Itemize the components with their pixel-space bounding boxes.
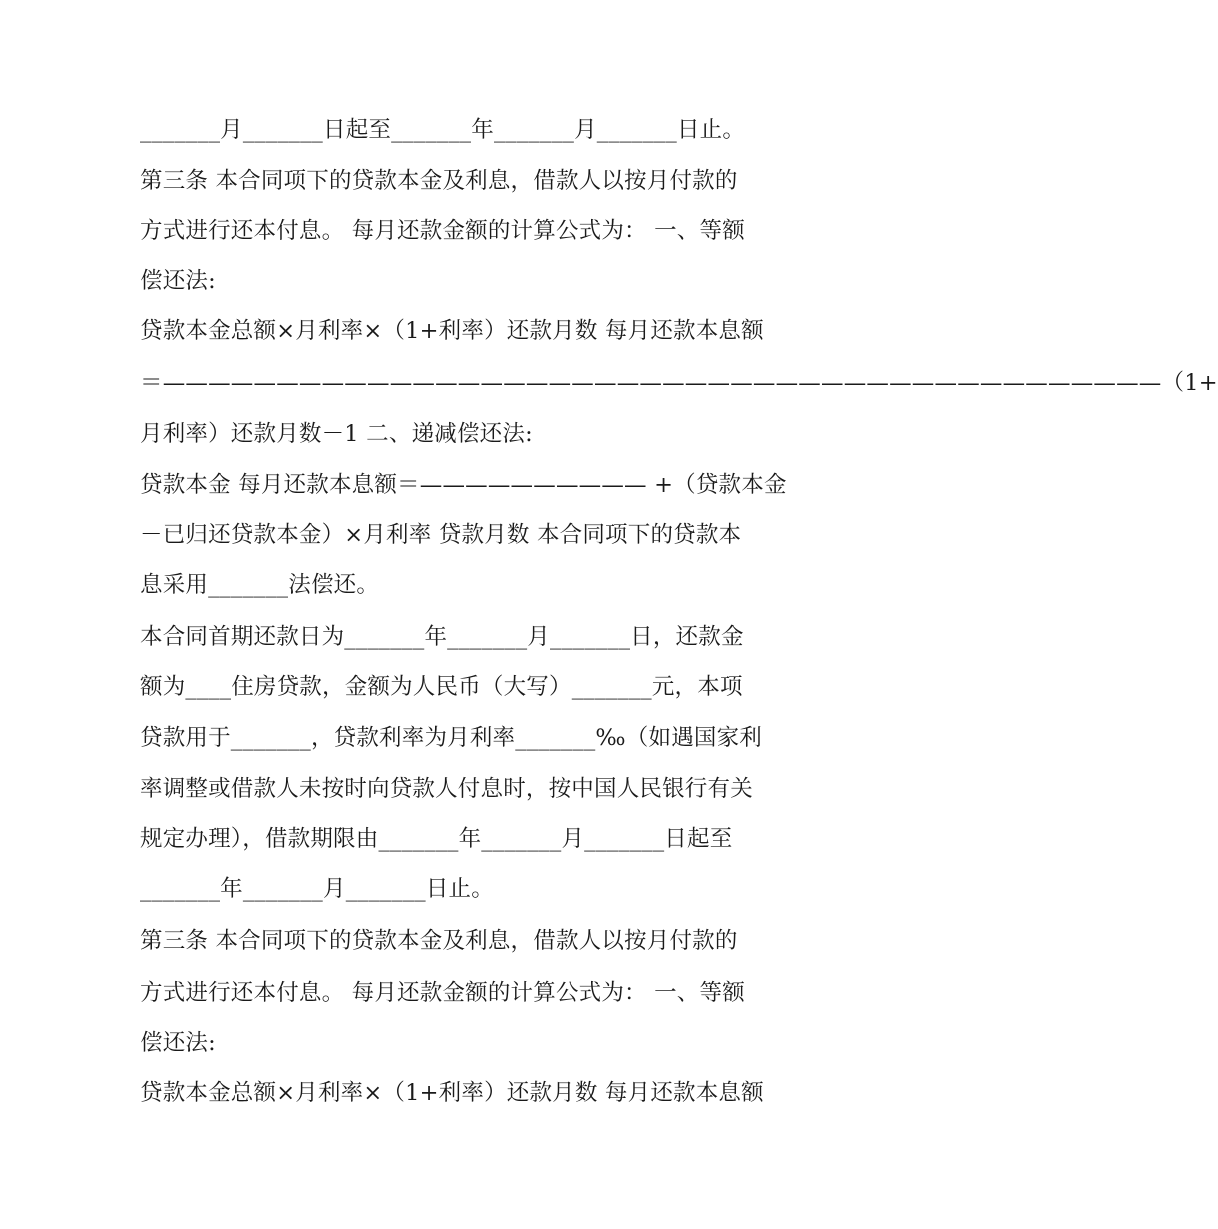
- text-line: 方式进行还本付息。 每月还款金额的计算公式为： 一、等额: [140, 980, 745, 1006]
- text-line: ＝————————————————————————————————————————————（1+: [140, 370, 1218, 396]
- text-line: 第三条 本合同项下的贷款本金及利息，借款人以按月付款的: [140, 928, 738, 954]
- text-line: 本合同首期还款日为_______年_______月_______日，还款金: [140, 624, 744, 650]
- text-line: 率调整或借款人未按时向贷款人付息时，按中国人民银行有关: [140, 776, 753, 802]
- text-line: 月利率）还款月数－1 二、递减偿还法:: [140, 421, 533, 447]
- text-line: _______年_______月_______日止。: [140, 876, 494, 902]
- text-line: 规定办理），借款期限由_______年_______月_______日起至: [140, 826, 733, 852]
- text-line: 贷款用于_______，贷款利率为月利率_______‰（如遇国家利: [140, 725, 762, 751]
- text-line: 偿还法:: [140, 1030, 216, 1056]
- text-line: 贷款本金总额×月利率×（1+利率）还款月数 每月还款本息额: [140, 1080, 764, 1106]
- text-line: 偿还法:: [140, 268, 216, 294]
- text-line: 息采用_______法偿还。: [140, 572, 380, 598]
- text-line: －已归还贷款本金）×月利率 贷款月数 本合同项下的贷款本: [140, 522, 742, 548]
- text-line: 第三条 本合同项下的贷款本金及利息，借款人以按月付款的: [140, 168, 738, 194]
- text-line: 额为____住房贷款，金额为人民币（大写）_______元，本项: [140, 674, 743, 700]
- text-line: 贷款本金 每月还款本息额＝—————————— +（贷款本金: [140, 472, 787, 498]
- text-line: 贷款本金总额×月利率×（1+利率）还款月数 每月还款本息额: [140, 318, 764, 344]
- text-line: 方式进行还本付息。 每月还款金额的计算公式为： 一、等额: [140, 218, 745, 244]
- text-line: _______月_______日起至_______年_______月_______日止。: [140, 117, 746, 143]
